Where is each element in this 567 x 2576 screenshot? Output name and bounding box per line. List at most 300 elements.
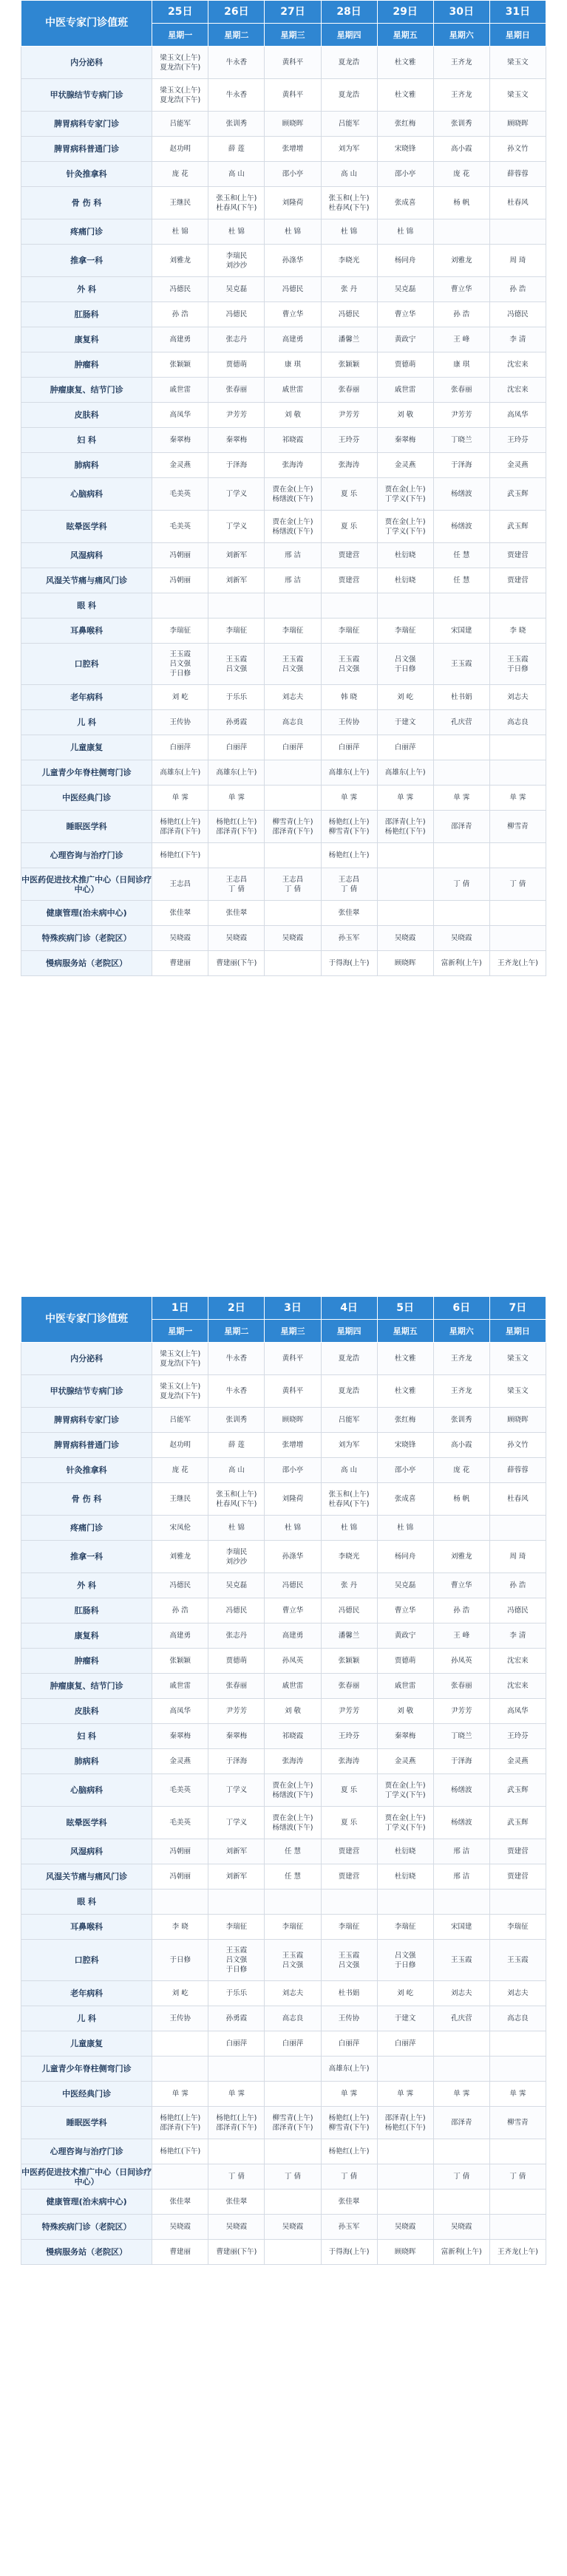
doctor-cell bbox=[377, 735, 433, 760]
department-name: 睡眠医学科 bbox=[21, 2107, 152, 2139]
doctor-name: 顾晓晖 bbox=[507, 1416, 529, 1424]
doctor-cell bbox=[433, 901, 489, 926]
doctor-name: 张训秀 bbox=[225, 1416, 248, 1424]
doctor-name: 贾在金(上午) bbox=[384, 485, 426, 494]
doctor-cell bbox=[433, 511, 489, 543]
doctor-name: 武玉辉 bbox=[507, 1819, 529, 1827]
doctor-name: 单 霁 bbox=[509, 2090, 526, 2098]
doctor-cell bbox=[433, 735, 489, 760]
doctor-cell bbox=[377, 378, 433, 403]
doctor-cell bbox=[152, 352, 208, 378]
doctor-cell bbox=[265, 2107, 321, 2139]
doctor-name: 于得海(上午) bbox=[328, 959, 370, 967]
doctor-name: 杜衍晓 bbox=[394, 1873, 416, 1881]
doctor-cell bbox=[152, 1864, 208, 1890]
roster-row bbox=[21, 378, 546, 403]
doctor-cell bbox=[152, 2006, 208, 2031]
doctor-name: 李晓光 bbox=[338, 256, 360, 265]
doctor-cell bbox=[321, 2190, 377, 2215]
doctor-cell bbox=[265, 1483, 321, 1516]
doctor-cell bbox=[377, 1981, 433, 2006]
doctor-name: 丁学义(下午) bbox=[384, 494, 426, 503]
doctor-name: 丁 倩 bbox=[284, 885, 301, 893]
doctor-name: 杜春风(下午) bbox=[328, 203, 370, 212]
doctor-cell bbox=[265, 1649, 321, 1674]
doctor-name: 杜 锦 bbox=[284, 1524, 301, 1532]
department-name: 耳鼻喉科 bbox=[21, 1915, 152, 1940]
doctor-name: 夏龙浩 bbox=[338, 1355, 360, 1363]
doctor-cell bbox=[433, 1674, 489, 1699]
doctor-name: 贾德萌 bbox=[394, 361, 416, 369]
doctor-name: 邵小亭 bbox=[394, 170, 416, 178]
doctor-name: 金灵燕 bbox=[394, 461, 416, 469]
doctor-cell bbox=[321, 478, 377, 511]
doctor-cell bbox=[152, 568, 208, 593]
doctor-cell bbox=[489, 2057, 546, 2082]
doctor-name: 梁玉文 bbox=[507, 1387, 529, 1395]
doctor-name: 吕文强 bbox=[394, 655, 416, 664]
weekday-header-cell: 星期六 bbox=[433, 1320, 489, 1343]
doctor-name: 丁 倩 bbox=[509, 2173, 526, 2181]
doctor-cell bbox=[152, 1408, 208, 1433]
doctor-cell bbox=[489, 162, 546, 187]
doctor-cell bbox=[208, 1890, 265, 1915]
doctor-cell bbox=[377, 1724, 433, 1749]
doctor-name: 夏龙浩(下午) bbox=[160, 63, 201, 72]
department-name: 疼痛门诊 bbox=[21, 219, 152, 245]
doctor-cell bbox=[433, 2006, 489, 2031]
doctor-name: 邵泽青 bbox=[450, 822, 472, 831]
doctor-cell bbox=[489, 1623, 546, 1649]
doctor-name: 杨缮波 bbox=[450, 1819, 472, 1827]
doctor-name: 顾晓晖 bbox=[394, 959, 416, 967]
doctor-cell bbox=[433, 1541, 489, 1573]
doctor-name: 薛 莲 bbox=[228, 145, 245, 153]
department-name: 心脑病科 bbox=[21, 1774, 152, 1807]
doctor-cell bbox=[152, 1458, 208, 1483]
date-header-cell: 26日 bbox=[208, 1, 265, 24]
doctor-cell bbox=[208, 1433, 265, 1458]
roster-row bbox=[21, 511, 546, 543]
doctor-name: 张佳翠 bbox=[169, 2198, 191, 2206]
date-header-cell: 3日 bbox=[265, 1297, 321, 1320]
doctor-name: 于乐乐 bbox=[225, 1989, 248, 1997]
doctor-cell bbox=[321, 926, 377, 951]
doctor-cell bbox=[433, 619, 489, 644]
doctor-cell bbox=[433, 378, 489, 403]
doctor-cell bbox=[433, 644, 489, 685]
doctor-name: 刘为军 bbox=[338, 1441, 360, 1449]
doctor-name: 李瑞征 bbox=[282, 1923, 304, 1931]
roster-row bbox=[21, 901, 546, 926]
doctor-cell bbox=[265, 1375, 321, 1408]
roster-row bbox=[21, 1375, 546, 1408]
doctor-cell bbox=[433, 1458, 489, 1483]
doctor-name: 高 山 bbox=[341, 170, 358, 178]
doctor-name: 单 霁 bbox=[228, 794, 245, 802]
doctor-cell bbox=[377, 2139, 433, 2164]
doctor-cell bbox=[433, 2240, 489, 2265]
doctor-cell bbox=[265, 1864, 321, 1890]
doctor-name: 黄科平 bbox=[282, 58, 304, 67]
doctor-name: 刘志夫 bbox=[507, 1989, 529, 1997]
doctor-name: 杜 锦 bbox=[284, 228, 301, 236]
doctor-name: 高小霞 bbox=[450, 1441, 472, 1449]
doctor-name: 张训秀 bbox=[225, 120, 248, 128]
doctor-cell bbox=[321, 403, 377, 428]
doctor-cell bbox=[321, 428, 377, 453]
doctor-name: 冯朝丽 bbox=[169, 1873, 191, 1881]
department-name: 外 科 bbox=[21, 1573, 152, 1598]
doctor-cell bbox=[321, 593, 377, 619]
doctor-cell bbox=[433, 137, 489, 162]
doctor-name: 吴晓霞 bbox=[225, 934, 248, 942]
doctor-cell bbox=[377, 1343, 433, 1375]
doctor-cell bbox=[433, 1433, 489, 1458]
doctor-cell bbox=[265, 79, 321, 112]
doctor-name: 白丽萍 bbox=[282, 2040, 304, 2048]
doctor-cell bbox=[489, 1649, 546, 1674]
doctor-cell bbox=[265, 112, 321, 137]
doctor-cell bbox=[321, 1458, 377, 1483]
doctor-cell bbox=[265, 811, 321, 843]
doctor-name: 高凤华 bbox=[169, 411, 191, 419]
doctor-cell bbox=[208, 1915, 265, 1940]
doctor-name: 高雄东(上午) bbox=[328, 2065, 370, 2073]
doctor-cell bbox=[489, 137, 546, 162]
roster-row bbox=[21, 478, 546, 511]
date-header-row bbox=[21, 1, 546, 24]
department-name: 特殊疾病门诊（老院区） bbox=[21, 926, 152, 951]
doctor-cell bbox=[321, 811, 377, 843]
doctor-cell bbox=[208, 619, 265, 644]
doctor-cell bbox=[208, 2107, 265, 2139]
doctor-cell bbox=[321, 453, 377, 478]
doctor-name: 吕文强 bbox=[225, 1956, 248, 1964]
doctor-cell bbox=[321, 1375, 377, 1408]
roster-row bbox=[21, 2164, 546, 2190]
doctor-name: 高志良 bbox=[282, 2014, 304, 2023]
doctor-cell bbox=[377, 786, 433, 811]
doctor-name: 邢 洁 bbox=[453, 1847, 470, 1856]
date-header-cell: 27日 bbox=[265, 1, 321, 24]
doctor-cell bbox=[377, 593, 433, 619]
doctor-cell bbox=[489, 47, 546, 79]
roster-row bbox=[21, 1408, 546, 1433]
doctor-cell bbox=[208, 811, 265, 843]
roster-row bbox=[21, 1839, 546, 1864]
doctor-name: 柳雪青(下午) bbox=[328, 2123, 370, 2132]
doctor-name: 张佳翠 bbox=[169, 909, 191, 917]
doctor-cell bbox=[265, 2006, 321, 2031]
doctor-cell bbox=[321, 1598, 377, 1623]
doctor-name: 夏 乐 bbox=[341, 522, 358, 531]
doctor-name: 杨缮波 bbox=[450, 522, 472, 531]
doctor-cell bbox=[152, 403, 208, 428]
department-name: 眼 科 bbox=[21, 593, 152, 619]
doctor-cell bbox=[489, 593, 546, 619]
doctor-name: 单 霁 bbox=[397, 794, 414, 802]
doctor-cell bbox=[265, 1343, 321, 1375]
doctor-name: 李 清 bbox=[509, 1632, 526, 1640]
department-name: 甲状腺结节专病门诊 bbox=[21, 79, 152, 112]
doctor-cell bbox=[433, 843, 489, 868]
doctor-cell bbox=[489, 1749, 546, 1774]
doctor-name: 王玉霞 bbox=[450, 1956, 472, 1964]
doctor-cell bbox=[208, 2031, 265, 2057]
weekday-header-cell: 星期二 bbox=[208, 1320, 265, 1343]
doctor-cell bbox=[208, 2164, 265, 2190]
doctor-cell bbox=[377, 1541, 433, 1573]
doctor-cell bbox=[489, 1458, 546, 1483]
doctor-name: 宋晓锋 bbox=[394, 145, 416, 153]
roster-row bbox=[21, 786, 546, 811]
roster-row bbox=[21, 811, 546, 843]
doctor-cell bbox=[377, 511, 433, 543]
doctor-name: 薛蓉蓉 bbox=[507, 170, 529, 178]
doctor-cell bbox=[265, 428, 321, 453]
doctor-cell bbox=[208, 378, 265, 403]
doctor-cell bbox=[489, 2215, 546, 2240]
doctor-cell bbox=[321, 735, 377, 760]
doctor-name: 刘新军 bbox=[225, 551, 248, 559]
doctor-cell bbox=[377, 47, 433, 79]
doctor-cell bbox=[265, 685, 321, 710]
roster-row bbox=[21, 1483, 546, 1516]
doctor-name: 张佳翠 bbox=[338, 2198, 360, 2206]
doctor-cell bbox=[489, 1408, 546, 1433]
doctor-name: 戚世雷 bbox=[169, 386, 191, 394]
doctor-cell bbox=[489, 1940, 546, 1981]
doctor-cell bbox=[377, 1890, 433, 1915]
department-name: 中医药促进技术推广中心（日间诊疗中心） bbox=[21, 2164, 152, 2190]
doctor-name: 孔庆营 bbox=[450, 718, 472, 726]
doctor-name: 张颖颖 bbox=[338, 1657, 360, 1665]
doctor-name: 孔庆营 bbox=[450, 2014, 472, 2023]
doctor-name: 李瑞征 bbox=[225, 627, 248, 635]
roster-row bbox=[21, 453, 546, 478]
doctor-cell bbox=[265, 786, 321, 811]
doctor-cell bbox=[377, 1623, 433, 1649]
doctor-name: 白丽萍 bbox=[394, 743, 416, 752]
doctor-cell bbox=[321, 1915, 377, 1940]
doctor-cell bbox=[489, 378, 546, 403]
doctor-cell bbox=[208, 2190, 265, 2215]
doctor-name: 杜春风(下午) bbox=[328, 1499, 370, 1508]
doctor-name: 刘雅龙 bbox=[450, 256, 472, 265]
doctor-name: 丁晓兰 bbox=[450, 436, 472, 444]
doctor-cell bbox=[377, 2057, 433, 2082]
doctor-name: 贾在金(上午) bbox=[384, 1813, 426, 1822]
doctor-cell bbox=[265, 1541, 321, 1573]
doctor-cell bbox=[377, 137, 433, 162]
doctor-name: 牛永香 bbox=[225, 91, 248, 99]
doctor-cell bbox=[489, 868, 546, 901]
weekday-header-cell: 星期四 bbox=[321, 24, 377, 47]
doctor-name: 于泽海 bbox=[225, 461, 248, 469]
date-header-cell: 7日 bbox=[489, 1297, 546, 1320]
doctor-cell bbox=[433, 1749, 489, 1774]
roster-row bbox=[21, 1807, 546, 1839]
doctor-cell bbox=[433, 1699, 489, 1724]
doctor-cell bbox=[377, 1699, 433, 1724]
doctor-name: 单 霁 bbox=[397, 2090, 414, 2098]
doctor-cell bbox=[433, 1408, 489, 1433]
doctor-cell bbox=[152, 162, 208, 187]
doctor-name: 冯朝丽 bbox=[169, 1847, 191, 1856]
doctor-name: 贾在金(上午) bbox=[272, 1813, 313, 1822]
doctor-name: 王志昌 bbox=[169, 880, 191, 888]
doctor-cell bbox=[208, 543, 265, 568]
department-name: 心理咨询与治疗门诊 bbox=[21, 843, 152, 868]
doctor-name: 丁 倩 bbox=[453, 2173, 470, 2181]
doctor-cell bbox=[208, 162, 265, 187]
doctor-cell bbox=[152, 710, 208, 735]
doctor-name: 孙涤华 bbox=[282, 1553, 304, 1561]
doctor-cell bbox=[377, 619, 433, 644]
doctor-cell bbox=[321, 2240, 377, 2265]
date-header-cell: 25日 bbox=[152, 1, 208, 24]
weekday-header-cell: 星期日 bbox=[489, 24, 546, 47]
doctor-cell bbox=[321, 1890, 377, 1915]
doctor-cell bbox=[152, 219, 208, 245]
doctor-cell bbox=[265, 1408, 321, 1433]
doctor-name: 宋国建 bbox=[450, 1923, 472, 1931]
doctor-name: 贾建营 bbox=[507, 551, 529, 559]
doctor-cell bbox=[152, 1649, 208, 1674]
doctor-name: 杨艳红(上午) bbox=[328, 851, 370, 859]
doctor-name: 梁玉文(上午) bbox=[160, 86, 201, 95]
doctor-name: 刘志夫 bbox=[450, 1989, 472, 1997]
doctor-cell bbox=[433, 219, 489, 245]
doctor-cell bbox=[489, 926, 546, 951]
doctor-cell bbox=[152, 811, 208, 843]
doctor-cell bbox=[265, 302, 321, 327]
doctor-name: 杨艳红(下午) bbox=[384, 827, 426, 836]
doctor-cell bbox=[377, 2215, 433, 2240]
doctor-name: 高建勇 bbox=[169, 335, 191, 344]
doctor-cell bbox=[208, 79, 265, 112]
doctor-name: 张颖颖 bbox=[338, 361, 360, 369]
doctor-cell bbox=[152, 760, 208, 786]
doctor-cell bbox=[377, 1864, 433, 1890]
department-name: 慢病服务站（老院区） bbox=[21, 2240, 152, 2265]
doctor-cell bbox=[321, 327, 377, 352]
doctor-cell bbox=[489, 568, 546, 593]
doctor-cell bbox=[265, 47, 321, 79]
doctor-name: 贾建营 bbox=[338, 1847, 360, 1856]
doctor-name: 王齐龙(上午) bbox=[497, 2248, 538, 2256]
doctor-name: 单 霁 bbox=[172, 794, 189, 802]
doctor-name: 黄科平 bbox=[282, 1355, 304, 1363]
doctor-cell bbox=[208, 112, 265, 137]
doctor-cell bbox=[208, 2082, 265, 2107]
doctor-cell bbox=[265, 1839, 321, 1864]
roster-row bbox=[21, 843, 546, 868]
doctor-name: 王齐龙 bbox=[450, 58, 472, 67]
doctor-cell bbox=[208, 187, 265, 219]
doctor-name: 黄科平 bbox=[282, 91, 304, 99]
doctor-name: 贾在金(上午) bbox=[384, 1781, 426, 1790]
roster-row bbox=[21, 352, 546, 378]
doctor-name: 秦翠梅 bbox=[225, 436, 248, 444]
doctor-cell bbox=[265, 2082, 321, 2107]
doctor-name: 夏龙浩(下午) bbox=[160, 1391, 201, 1400]
doctor-name: 黄科平 bbox=[282, 1387, 304, 1395]
doctor-cell bbox=[265, 543, 321, 568]
doctor-name: 孙涤华 bbox=[282, 256, 304, 265]
doctor-name: 夏龙浩 bbox=[338, 1387, 360, 1395]
doctor-name: 冯德民 bbox=[507, 310, 529, 318]
department-name: 老年病科 bbox=[21, 685, 152, 710]
doctor-name: 张志丹 bbox=[225, 335, 248, 344]
doctor-cell bbox=[321, 302, 377, 327]
doctor-name: 杜春风 bbox=[507, 199, 529, 207]
doctor-cell bbox=[377, 187, 433, 219]
doctor-name: 孙 浩 bbox=[453, 1606, 470, 1615]
doctor-name: 刘 敬 bbox=[397, 411, 414, 419]
doctor-name: 张海涛 bbox=[338, 1757, 360, 1765]
doctor-name: 牛永香 bbox=[225, 1355, 248, 1363]
doctor-cell bbox=[265, 710, 321, 735]
doctor-name: 夏 乐 bbox=[341, 1819, 358, 1827]
doctor-cell bbox=[433, 1724, 489, 1749]
doctor-name: 丁学义(下午) bbox=[384, 1790, 426, 1799]
doctor-name: 邵泽青(下午) bbox=[216, 827, 257, 836]
doctor-name: 丁 倩 bbox=[228, 885, 245, 893]
doctor-name: 邵小亭 bbox=[282, 1466, 304, 1474]
doctor-cell bbox=[208, 478, 265, 511]
doctor-cell bbox=[208, 1408, 265, 1433]
doctor-name: 高雄东(上午) bbox=[160, 769, 201, 777]
doctor-name: 牛永香 bbox=[225, 1387, 248, 1395]
department-name: 中医经典门诊 bbox=[21, 2082, 152, 2107]
doctor-cell bbox=[152, 2139, 208, 2164]
doctor-name: 吴晓霞 bbox=[169, 934, 191, 942]
doctor-cell bbox=[489, 187, 546, 219]
doctor-name: 于日修 bbox=[507, 664, 529, 673]
doctor-name: 白丽萍 bbox=[282, 743, 304, 752]
doctor-name: 张春丽 bbox=[450, 386, 472, 394]
doctor-name: 刘 屹 bbox=[172, 1989, 189, 1997]
doctor-cell bbox=[489, 811, 546, 843]
doctor-name: 孙 浩 bbox=[509, 1581, 526, 1589]
department-name: 眩晕医学科 bbox=[21, 511, 152, 543]
department-name: 儿 科 bbox=[21, 2006, 152, 2031]
weekday-header-cell: 星期五 bbox=[377, 1320, 433, 1343]
roster-row bbox=[21, 1674, 546, 1699]
doctor-cell bbox=[152, 1598, 208, 1623]
roster-row bbox=[21, 327, 546, 352]
doctor-name: 刘 敬 bbox=[284, 1707, 301, 1715]
department-name: 外 科 bbox=[21, 277, 152, 302]
doctor-cell bbox=[433, 786, 489, 811]
doctor-cell bbox=[433, 1649, 489, 1674]
doctor-cell bbox=[152, 593, 208, 619]
doctor-name: 孙 浩 bbox=[509, 285, 526, 293]
doctor-name: 杨艳红(上午) bbox=[328, 817, 370, 826]
doctor-cell bbox=[377, 1940, 433, 1981]
doctor-name: 丁 倩 bbox=[284, 2173, 301, 2181]
doctor-cell bbox=[152, 1674, 208, 1699]
doctor-name: 于建文 bbox=[394, 718, 416, 726]
doctor-cell bbox=[377, 352, 433, 378]
doctor-name: 曹立华 bbox=[394, 310, 416, 318]
roster-row bbox=[21, 543, 546, 568]
doctor-cell bbox=[321, 112, 377, 137]
department-name: 眼 科 bbox=[21, 1890, 152, 1915]
doctor-name: 贾德萌 bbox=[225, 361, 248, 369]
